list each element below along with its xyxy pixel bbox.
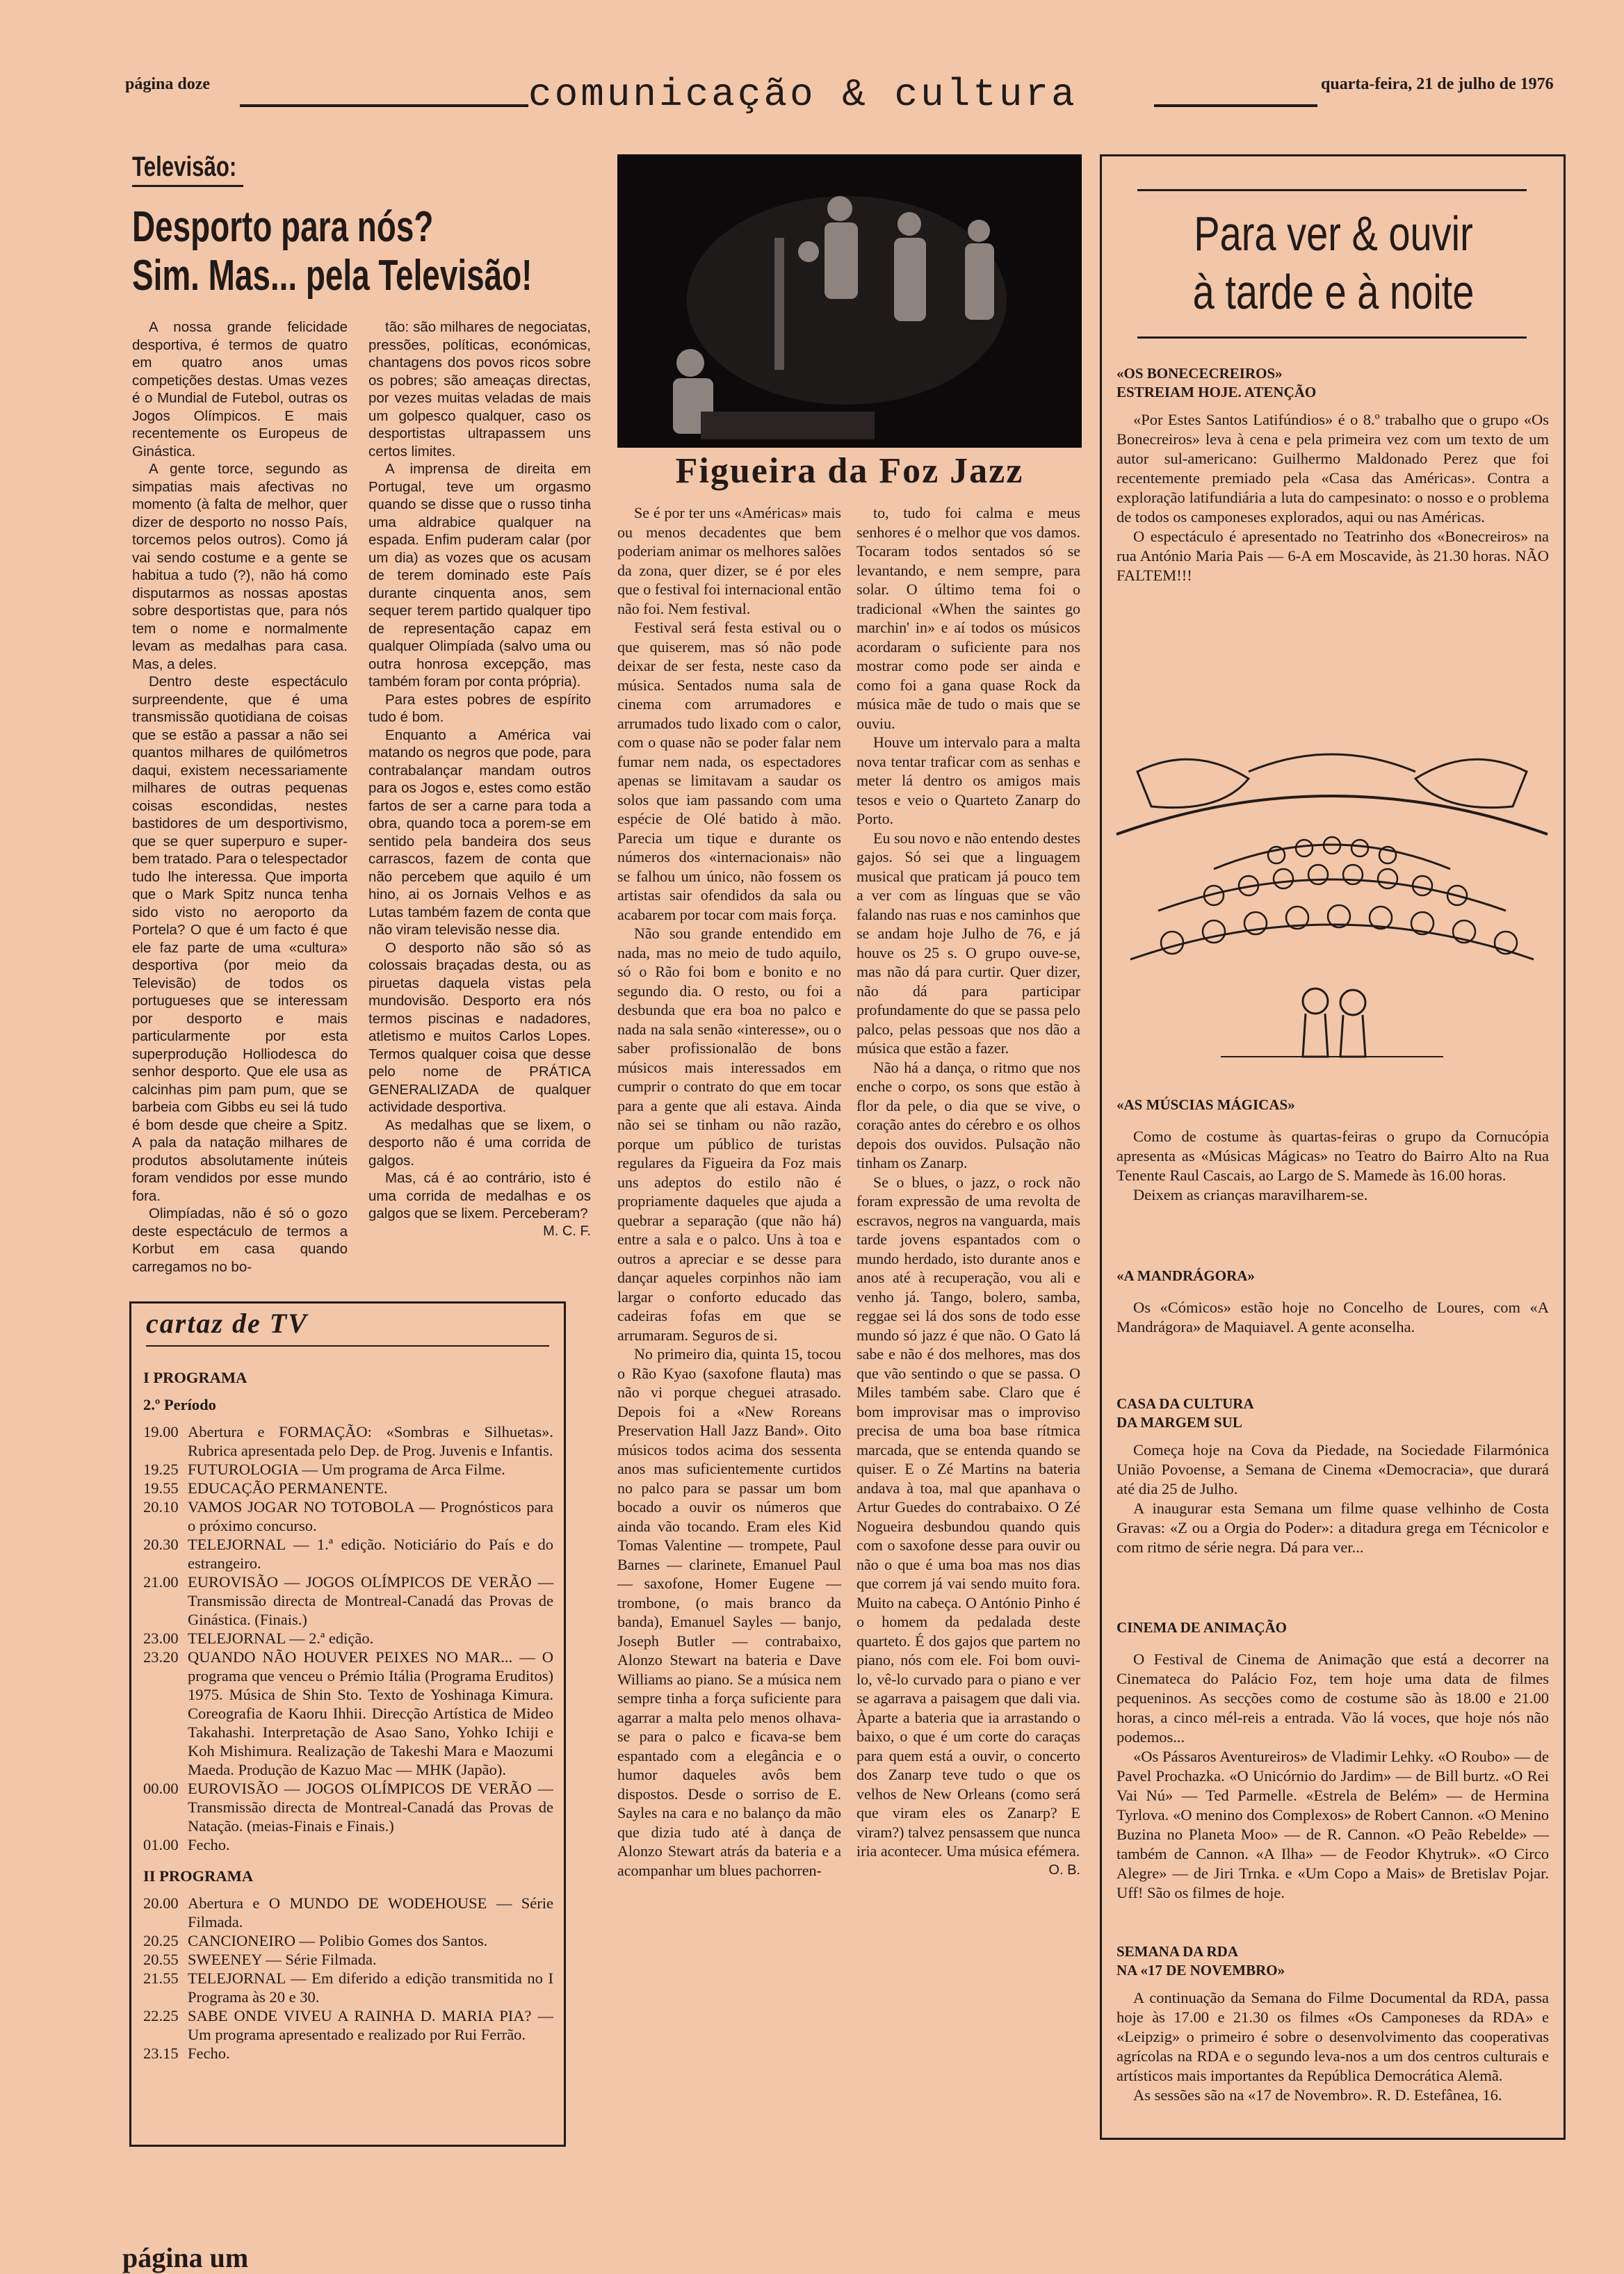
paragraph: A imprensa de direita em Portugal, teve um orgasmo quando se disse que o russo tinha uma aldrabice qualquer na espada. Enfim puderam calar (por um dia) as vozes que os acusam de terem dominado este País durante cinquenta anos, sem sequer terem partido qualquer tipo de representação capaz em qualquer Olimpíada (salvo uma ou outra honrosa excepção, mas também foram por conta própria). — [368, 461, 591, 690]
paragraph: No primeiro dia, quinta 15, tocou o Rão Kyao (saxofone flauta) mas não vi porque cheguei atrasado. Depois foi a «New Roreans Preservation Hall Jazz Band». Oito músicos todos acima dos sessenta anos mas suficientemente curtidos no palco para se passar um bom bocado a ouvir os números que ainda vão tocando. Eram eles Kid Tomas Valentine — trompete, Paul Barnes — clarinete, Emanuel Paul — saxofone, Homer Eugene — trombone, (o mais branco da banda), Emanuel Sayles — banjo, Joseph Butler — contrabaixo, Alonzo Stewart na bateria e Dave Williams ao piano. Se a música nem sempre tinha a força suficiente para agarrar a malta pelo menos olhava-se para o palco e ficava-se bem espantado com a elegância e o humor daqueles avôs bem dispostos. Desde o sorriso de E. Sayles na cara e no balanço da mão que dizia tudo até à dança de Alonzo Stewart atrás da bateria e a acompanhar um blues pachorren- — [617, 1345, 841, 1879]
event-text: O Festival de Cinema de Animação que está a decorrer na Cinemateca do Palácio Foz, tem hoje uma data de filmes pequeninos. As secções como de costume são às 18.00 e 21.00 horas, a cinco mél-reis a entrada. Vão lá voces, que hoje nós não podemos... — [1116, 1650, 1549, 1746]
paragraph: A gente torce, segundo as simpatias mais afectivas no momento (à falta de melhor, quer dizer de desporto no nosso País, torcemos pelos outros). Como já vai sendo costume e a gente se habitua a tudo (?), não há como disputarmos as nossas apostas sobre desportistas que, para nós tem o nome e normalmente levam as medalhas para casa. Mas, a deles. — [132, 461, 348, 672]
schedule-time: 21.00 — [143, 1573, 179, 1591]
period-heading: 2.º Período — [143, 1396, 216, 1413]
schedule-row — [143, 1422, 553, 1460]
event-semana-rda — [1116, 1942, 1549, 2105]
schedule-description: Fecho. — [188, 1836, 230, 1853]
drawing-theatre-audience — [1110, 730, 1554, 1086]
event-text: As sessões são na «17 de Novembro». R. D. Estefânea, 16. — [1133, 2086, 1502, 2104]
paragraph: As medalhas que se lixem, o desporto não é uma corrida de galgos. — [368, 1116, 591, 1169]
schedule-row — [143, 1648, 553, 1779]
article-kicker: Televisão: — [132, 152, 237, 182]
box-rule-top — [1137, 189, 1527, 191]
event-text: Deixem as crianças maravilharem-se. — [1133, 1186, 1368, 1203]
paragraph: Enquanto a América vai matando os negros que pode, para contrabalançar mandam outros para os Jogos e, estes como estão fartos de ser a carne para toda a obra, quando toca a porem-se em sentido pela bandeira dos seus carrascos, fazem de conta que não percebem que aquilo é um hino, ai os Jornais Velhos e as Lutas também fazem de conta que não viram televisão nesse dia. — [368, 726, 591, 938]
paragraph: A nossa grande felicidade desportiva, é termos de quatro em quatro anos umas competições destas. Umas vezes é o Mundial de Futebol, outras os Jogos Olímpicos. E mais recentemente os Europeus de Ginástica. — [132, 319, 348, 460]
article-signature: O. B. — [1048, 1862, 1080, 1878]
paragraph: Se é por ter uns «Américas» mais ou menos decadentes que bem poderiam animar os melhores salões da zona, quer dizer, se é por eles que o festival foi internacional então não foi. Nem festival. — [617, 504, 841, 617]
schedule-row — [143, 1931, 553, 1950]
schedule-row — [143, 1969, 553, 2006]
section-title: comunicação & cultura — [528, 72, 1078, 117]
paragraph: O desporto não são só as colossais braçadas desta, ou as piruetas daquela vistas pela mundovisão. Desporto era nós termos piscinas e nadadores, atletismo e muitos Carlos Lopes. Termos qualquer coisa que desse pelo nome de PRÁTICA GENERALIZADA de qualquer actividade desportiva. — [368, 939, 591, 1115]
schedule-time: 20.10 — [143, 1498, 179, 1516]
event-text: O espectáculo é apresentado no Teatrinho dos «Bonecreiros» na rua António Maria Pais — 6-A em Moscavide, às 21.30 horas. NÃO FALTEM!!! — [1116, 528, 1549, 584]
schedule-description: SWEENEY — Série Filmada. — [188, 1951, 377, 1968]
sport-article-column-2 — [368, 318, 591, 1240]
tv-schedule — [143, 1361, 553, 2063]
paragraph: Festival será festa estival ou o que quiserem, mas só não pode deixar de ser festa, neste caso da música. Sentados numa sala de cinema com arrumadores e arrumados tudo lixado com o calor, com o quase não se poder falar nem fumar nem nada, os espectadores apenas se limitavam a saudar os solos que iam passando com uma espécie de Olé batido à mão. Parecia um tique e durante os números dos «internacionais» não se falhou um único, não fossem os artistas sair ofendidos da sala ou acabarem por tocar com mais força. — [617, 619, 841, 923]
page-number-label: página doze — [125, 75, 211, 93]
event-cinema-animacao — [1116, 1618, 1549, 1903]
schedule-row — [143, 1497, 553, 1535]
schedule-description: TELEJORNAL — 1.ª edição. Noticiário do País e do estrangeiro. — [188, 1536, 553, 1572]
event-text: A continuação da Semana do Filme Documental da RDA, passa hoje às 17.00 e 21.30 os filmes «Os Camponeses da RDA» e «Leipzig» o primeiro é sobre o desenvolvimento das cooperativas agrícolas na RDA e o segundo leva-nos a um dos centros culturais e artísticos mais importantes da República Democrática Alemã. — [1116, 1989, 1549, 2084]
event-text: Como de costume às quartas-feiras o grupo da Cornucópia apresenta as «Músicas Mágicas» no Teatro do Bairro Alto na Rua Tenente Raul Cascais, ao Largo de S. Mamede às 16.00 horas. — [1116, 1128, 1549, 1184]
events-headline-line-2: à tarde e à noite — [1192, 265, 1475, 319]
schedule-time: 20.00 — [143, 1894, 179, 1912]
events-headline — [1155, 204, 1511, 321]
box-rule-bottom — [1137, 336, 1527, 339]
schedule-description: VAMOS JOGAR NO TOTOBOLA — Prognósticos para o próximo concurso. — [188, 1498, 553, 1534]
footer-page-label: página um — [122, 2242, 249, 2273]
schedule-description: CANCIONEIRO — Polibio Gomes dos Santos. — [188, 1932, 488, 1949]
schedule-row — [143, 2044, 553, 2063]
schedule-time: 01.00 — [143, 1836, 179, 1853]
schedule-row — [143, 2006, 553, 2044]
paragraph: Não sou grande entendido em nada, mas no meio de tudo aquilo, só o Rão foi bom e bonito e no segundo dia. O resto, ou foi a desbunda que era boa no palco e nada na sala senão «interesse», ou o saber profissionalão de bons músicos mais interessados em cumprir o contrato do que em tocar para a gente que ali estava. Ainda não sei se tinham ou não razão, porque um público de turistas regulares da Figueira da Foz mais uns adeptos do estilo não é propriamente daqueles que ajuda a quebrar a separação (que não há) entre a sala e o palco. Uns à toa e outros a apreciar e se desse para dançar aqueles corpinhos não iam largar o conforto educado das cadeiras fofas em que se arrumaram. Seguros de si. — [617, 925, 841, 1344]
schedule-time: 19.25 — [143, 1461, 179, 1478]
schedule-time: 20.25 — [143, 1932, 179, 1949]
channel-2-heading: II PROGRAMA — [143, 1867, 254, 1885]
schedule-description: QUANDO NÃO HOUVER PEIXES NO MAR... — O programa que venceu o Prémio Itália (Programa Eruditos) 1975. Música de Shin Sto. Texto de Yoshinaga Kimura. Coreografia de Kaoru Ihhii. Direcção Artística de Mideo Takahashi. Interpretação de Asao Sano, Yohko Ichiji e Koh Mishimura. Realização de Takeshi Mara e Maozumi Maeda. Produção de Kazuo Mac — MHK (Japão). — [188, 1648, 553, 1778]
header-rule-right — [1154, 104, 1317, 107]
issue-date: quarta-feira, 21 de julho de 1976 — [1321, 75, 1554, 93]
article-headline — [132, 203, 532, 300]
schedule-row — [143, 1479, 553, 1497]
schedule-row — [143, 1629, 553, 1648]
tv-title-underline — [146, 1345, 549, 1347]
event-bonecreiros — [1116, 364, 1549, 585]
schedule-row — [143, 1573, 553, 1629]
photo-illustration — [617, 154, 1082, 448]
header-rule-left — [240, 104, 528, 107]
event-heading: «AS MÚSCIAS MÁGICAS» — [1116, 1096, 1295, 1113]
jazz-article-title: Figueira da Foz Jazz — [675, 451, 1024, 491]
event-heading: «OS BONECECREIROS» — [1116, 365, 1283, 382]
schedule-description: EUROVISÃO — JOGOS OLÍMPICOS DE VERÃO — Transmissão directa de Montreal-Canadá das Provas de Ginástica. (Finais.) — [188, 1573, 553, 1628]
schedule-description: Abertura e FORMAÇÃO: «Sombras e Silhuetas». Rubrica apresentada pelo Dep. de Prog. Juvenis e Infantis. — [188, 1423, 553, 1459]
events-headline-line-1: Para ver & ouvir — [1194, 206, 1473, 261]
paragraph: Olimpíadas, não é só o gozo deste espectáculo de termos a Korbut em casa quando carregamos no bo- — [132, 1205, 348, 1275]
theatre-audience-illustration — [1110, 730, 1554, 1086]
schedule-time: 22.25 — [143, 2007, 179, 2024]
paragraph: Eu sou novo e não entendo destes gajos. Só sei que a linguagem musical que praticam já pouco tem a ver com as línguas que se vão falando nas ruas e nos caminhos que se andam hoje Julho de 76, e já houve os 25 s. O grupo ouve-se, mas não dá para curtir. Quer dizer, não dá para participar profundamente do que se passa pelo palco, pelas pessoas que nos dão a música que estão a fazer. — [856, 829, 1080, 1057]
schedule-time: 23.20 — [143, 1648, 179, 1666]
schedule-row — [143, 1779, 553, 1835]
schedule-description: FUTUROLOGIA — Um programa de Arca Filme. — [188, 1461, 505, 1478]
event-heading: NA «17 DE NOVEMBRO» — [1116, 1962, 1285, 1979]
paragraph: to, tudo foi calma e meus senhores é o melhor que vos damos. Tocaram todos sentados só se levantando, e nem sempre, para solar. O último tema foi o tradicional «When the saintes go marchin' in» e aí todos os músicos acordaram o suficiente para nos mostrar como pode ser ainda e como foi a gana quase Rock da música mãe de tudo o mais que se ouviu. — [856, 504, 1080, 732]
schedule-description: EUROVISÃO — JOGOS OLÍMPICOS DE VERÃO — Transmissão directa de Montreal-Canadá das Provas de Natação. (meias-Finais e Finais.) — [188, 1780, 553, 1835]
schedule-time: 23.15 — [143, 2045, 179, 2062]
jazz-article-column-2 — [856, 503, 1080, 1880]
schedule-time: 21.55 — [143, 1970, 179, 1987]
jazz-band-photo — [617, 154, 1082, 448]
paragraph: Se o blues, o jazz, o rock não foram expressão de uma revolta de escravos, negros na vanguarda, mais tarde jovens espantados com o mundo herdado, isto durante anos e anos até à recuperação, vou ali e venho já. Tango, bolero, samba, reggae sei lá dos sons de todo esse mundo só jazz é que não. O Gato lá sabe e não é dos melhores, mas dos que vão sentindo o que se passa. O Miles também sabe. Claro que é bom improvisar mas o improviso precisa de uma boa base rítmica marcada, que se entenda quando se quiser. E o Zé Martins na bateria andava à toa, mal que apanhava o Artur Guedes do contrabaixo. O Zé Nogueira desbundou quando quis com o saxofone desse para ouvir ou não o que é uma boa mas nos dias que correm já vai sendo muito fora. Muito na cabeça. O António Pinho é o homem da pedalada deste quarteto. É dos gajos que partem no piano, nós com ele. Foi bom ouvi-lo, vê-lo curvado para o piano e ver se agarrava a paisagem que dali via. Àparte a bateria que ia arrastando o baixo, o que é um corte do caraças para quem está a ouvir, o concerto dos Zanarp teve tudo o que os velhos de New Orleans (como será que viram eles os Zanarp? E viram?) talvez pensassem que nunca iria acontecer. Uma música efémera. — [856, 1173, 1080, 1860]
sport-article-column-1 — [132, 318, 348, 1276]
event-text: «Os Pássaros Aventureiros» de Vladimir Lehky. «O Roubo» — de Pavel Prochazka. «O Unicórnio do Jardim» — de Bill burtz. «O Rei Vai Nú» — Ted Parmelle. «Estrela de Belém» — de Hermina Tyrlova. «O menino dos Complexos» de Robert Cannon. «O Menino Buzina no Planeta Moo» — de R. Cannon. «O Peão Rebelde» — também de Cannon. «A Ilha» — de Feodor Khytruk». «O Circo Alegre» — de Jiri Trnka. e «Um Copo a Mais» de Bretislav Pojar. Uff! São os filmes de hoje. — [1116, 1748, 1549, 1901]
paragraph: Mas, cá é ao contrário, isto é uma corrida de medalhas e os galgos que se lixem. Perceberam? — [368, 1170, 591, 1221]
event-text: A inaugurar esta Semana um filme quase velhinho de Costa Gravas: «Z ou a Orgia do Poder»: a ditadura grega em Técnicolor e com ritmo de série negra. Dá para ver... — [1116, 1500, 1549, 1556]
kicker-underline — [132, 185, 243, 187]
schedule-description: TELEJORNAL — Em diferido a edição transmitida no I Programa às 20 e 30. — [188, 1970, 553, 2006]
schedule-row — [143, 1894, 553, 1931]
event-heading: SEMANA DA RDA — [1116, 1943, 1239, 1960]
schedule-row — [143, 1835, 553, 1854]
channel-1-heading: I PROGRAMA — [143, 1369, 247, 1386]
channel-1-schedule — [143, 1422, 553, 1854]
schedule-time: 20.55 — [143, 1951, 179, 1968]
paragraph: Houve um intervalo para a malta nova tentar traficar com as senhas e meter lá dentro os amigos mais tesos e veio o Quarteto Zanarp do Porto. — [856, 733, 1080, 827]
paragraph: Não há a dança, o ritmo que nos enche o corpo, os sons que estão à flor da pele, o dia que se vive, o coração antes do cérebro e os olhos depois dos ouvidos. Pulsação não tinham os Zanarp. — [856, 1058, 1080, 1171]
article-signature: M. C. F. — [543, 1223, 591, 1239]
event-heading: «A MANDRÁGORA» — [1116, 1267, 1255, 1284]
paragraph: Dentro deste espectáculo surpreendente, que é uma transmissão quotidiana de coisas que se estão a passar a não sei quantos milhares de quilómetros daqui, existem necessariamente milhares de outras pequenas coisas escondidas, nestes bastidores de um desportivismo, que se quer superpuro e super-bem tratado. Para o telespectador tudo lhe interessa. Que importa que o Mark Spitz nunca tenha sido visto no aeroporto da Portela? O que é um facto é que ele faz parte de uma «cultura» desportiva (por meio da Televisão) de todos os portugueses que se interessam por desporto e mais particularmente por esta superprodução Holliodesca do senhor desporto. Que ele usa as calcinhas pim pam pum, que se barbeia com Gibbs eu sei lá tudo é bom desde que cheire a Spitz. A pala da natação milhares de produtos absolutamente inúteis foram vendidos por esse mundo fora. — [132, 674, 348, 1204]
channel-2-schedule — [143, 1894, 553, 2063]
schedule-time: 19.00 — [143, 1423, 179, 1440]
event-heading: ESTREIAM HOJE. ATENÇÃO — [1116, 384, 1317, 400]
jazz-article-column-1 — [617, 503, 841, 1880]
schedule-description: SABE ONDE VIVEU A RAINHA D. MARIA PIA? — Um programa apresentado e realizado por Rui Ferrão. — [188, 2007, 553, 2043]
schedule-description: EDUCAÇÃO PERMANENTE. — [188, 1479, 388, 1497]
schedule-time: 20.30 — [143, 1536, 179, 1553]
event-heading: CINEMA DE ANIMAÇÃO — [1116, 1619, 1288, 1636]
tv-listings-title: cartaz de TV — [146, 1308, 308, 1339]
event-casa-cultura — [1116, 1395, 1549, 1557]
event-heading: CASA DA CULTURA — [1116, 1395, 1254, 1412]
event-text: Começa hoje na Cova da Piedade, na Sociedade Filarmónica União Povoense, a Semana de Cinema «Democracia», que durará até dia 25 de Julho. — [1116, 1441, 1549, 1497]
headline-line-1: Desporto para nós? — [132, 203, 434, 251]
schedule-row — [143, 1460, 553, 1479]
schedule-row — [143, 1950, 553, 1969]
event-text: «Por Estes Santos Latifúndios» é o 8.º trabalho que o grupo «Os Bonecreiros» leva à cena e pela primeira vez com um texto de um autor sul-americano: Guilhermo Maldonado Perez que foi recentemente premiado pela «Casa das Américas». Contra a exploração latifundiária a luta do campesinato: o nosso e o problema de todos os camponeses explorados, aqui ou nas Américas. — [1116, 411, 1549, 526]
schedule-time: 23.00 — [143, 1630, 179, 1647]
event-musicas-magicas — [1116, 1096, 1549, 1205]
schedule-time: 00.00 — [143, 1780, 179, 1797]
schedule-row — [143, 1535, 553, 1573]
schedule-description: Abertura e O MUNDO DE WODEHOUSE — Série Filmada. — [188, 1894, 553, 1931]
schedule-description: Fecho. — [188, 2045, 230, 2062]
event-mandragora — [1116, 1267, 1549, 1337]
schedule-description: TELEJORNAL — 2.ª edição. — [188, 1630, 374, 1647]
event-text: Os «Cómicos» estão hoje no Concelho de Loures, com «A Mandrágora» de Maquiavel. A gente aconselha. — [1116, 1299, 1549, 1335]
paragraph: Para estes pobres de espírito tudo é bom. — [368, 691, 591, 725]
headline-line-2: Sim. Mas... pela Televisão! — [132, 252, 533, 300]
schedule-time: 19.55 — [143, 1479, 179, 1497]
paragraph: tão: são milhares de negociatas, pressões, políticas, económicas, chantagens dos povos ricos sobre os pobres; são ameaças directas, por vezes muitas veladas de mais um golpesco qualquer, caso os desportistas ultrapassem uns certos limites. — [368, 319, 591, 460]
event-heading: DA MARGEM SUL — [1116, 1414, 1242, 1431]
